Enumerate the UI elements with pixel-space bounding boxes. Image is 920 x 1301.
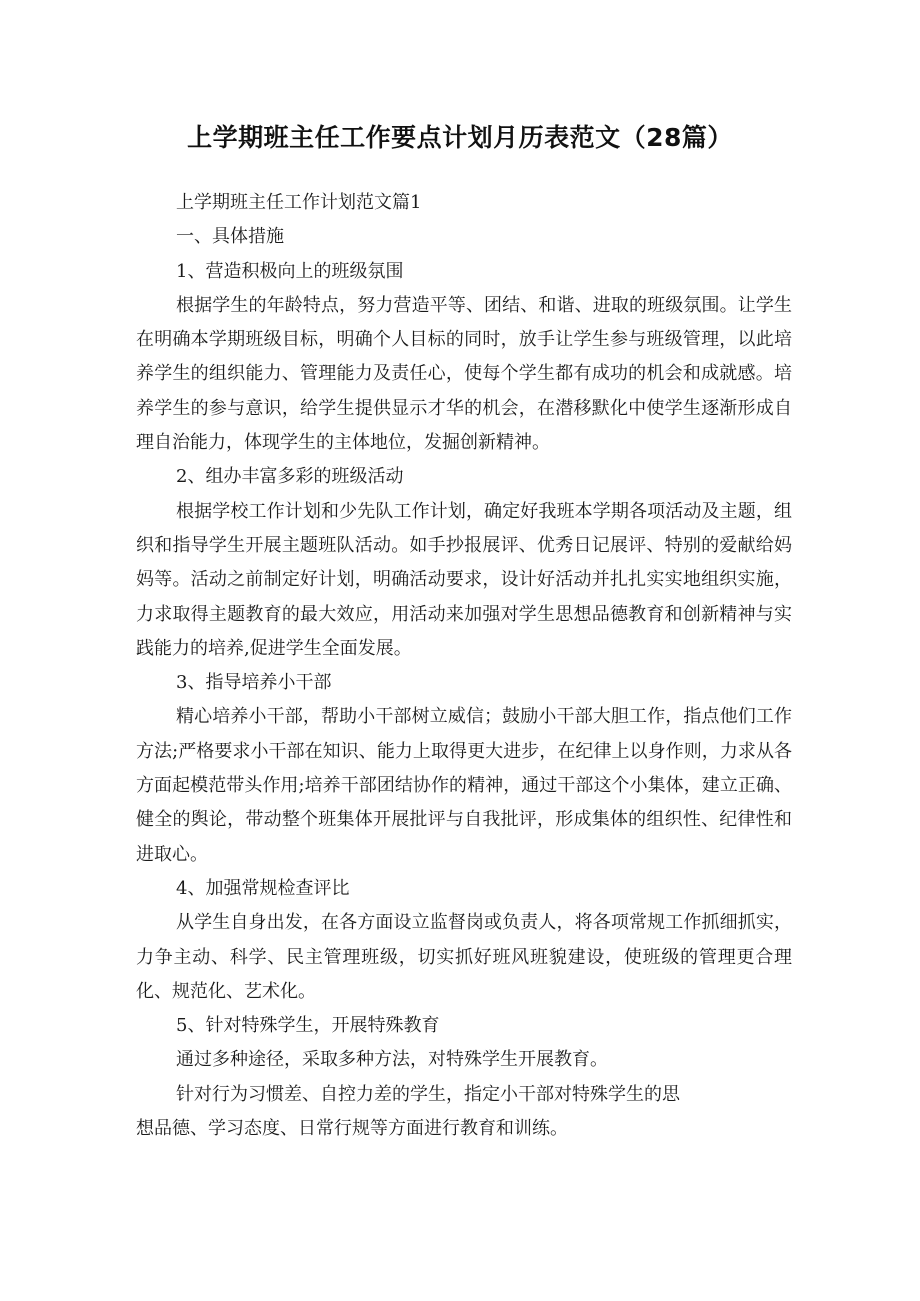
paragraph-5: 通过多种途径，采取多种方法，对特殊学生开展教育。	[176, 1049, 608, 1071]
paragraph-4: 从学生自身出发，在各方面设立监督岗或负责人，将各项常规工作抓细抓实，力争主动、科学、民主管理班级，切实抓好班风班貌建设，使班级的管理更合理化、规范化、艺术化。	[136, 912, 792, 1002]
subheading-3: 3、指导培养小干部	[176, 672, 332, 694]
subheading-1: 1、营造积极向上的班级氛围	[176, 260, 404, 282]
section-title: 上学期班主任工作计划范文篇1	[176, 192, 422, 213]
document-body	[136, 186, 792, 1146]
paragraph-6-line-1: 针对行为习惯差、自控力差的学生，指定小干部对特殊学生的思	[176, 1083, 680, 1105]
subheading-2: 2、组办丰富多彩的班级活动	[176, 466, 404, 488]
subheading-5: 5、针对特殊学生，开展特殊教育	[176, 1015, 440, 1037]
section-heading: 一、具体措施	[176, 226, 284, 248]
paragraph-2: 根据学校工作计划和少先队工作计划，确定好我班本学期各项活动及主题，组织和指导学生开展主题班队活动。如手抄报展评、优秀日记展评、特别的爱献给妈妈等。活动之前制定好计划，明确活动要求，设计好活动并扎扎实实地组织实施，力求取得主题教育的最大效应，用活动来加强对学生思想品德教育和创新精神与实践能力的培养,促进学生全面发展。	[136, 500, 792, 659]
paragraph-1: 根据学生的年龄特点，努力营造平等、团结、和谐、进取的班级氛围。让学生在明确本学期班级目标，明确个人目标的同时，放手让学生参与班级管理，以此培养学生的组织能力、管理能力及责任心，使每个学生都有成功的机会和成就感。培养学生的参与意识，给学生提供显示才华的机会，在潜移默化中使学生逐渐形成自理自治能力，体现学生的主体地位，发掘创新精神。	[136, 294, 792, 454]
paragraph-6-line-2: 想品德、学习态度、日常行规等方面进行教育和训练。	[136, 1118, 568, 1140]
document-title: 上学期班主任工作要点计划月历表范文（28篇）	[187, 123, 733, 152]
paragraph-3: 精心培养小干部，帮助小干部树立威信；鼓励小干部大胆工作，指点他们工作方法;严格要求小干部在知识、能力上取得更大进步，在纪律上以身作则，力求从各方面起模范带头作用;培养干部团结协作的精神，通过干部这个小集体，建立正确、健全的舆论，带动整个班集体开展批评与自我批评，形成集体的组织性、纪律性和进取心。	[136, 706, 792, 865]
subheading-4: 4、加强常规检查评比	[176, 877, 350, 899]
